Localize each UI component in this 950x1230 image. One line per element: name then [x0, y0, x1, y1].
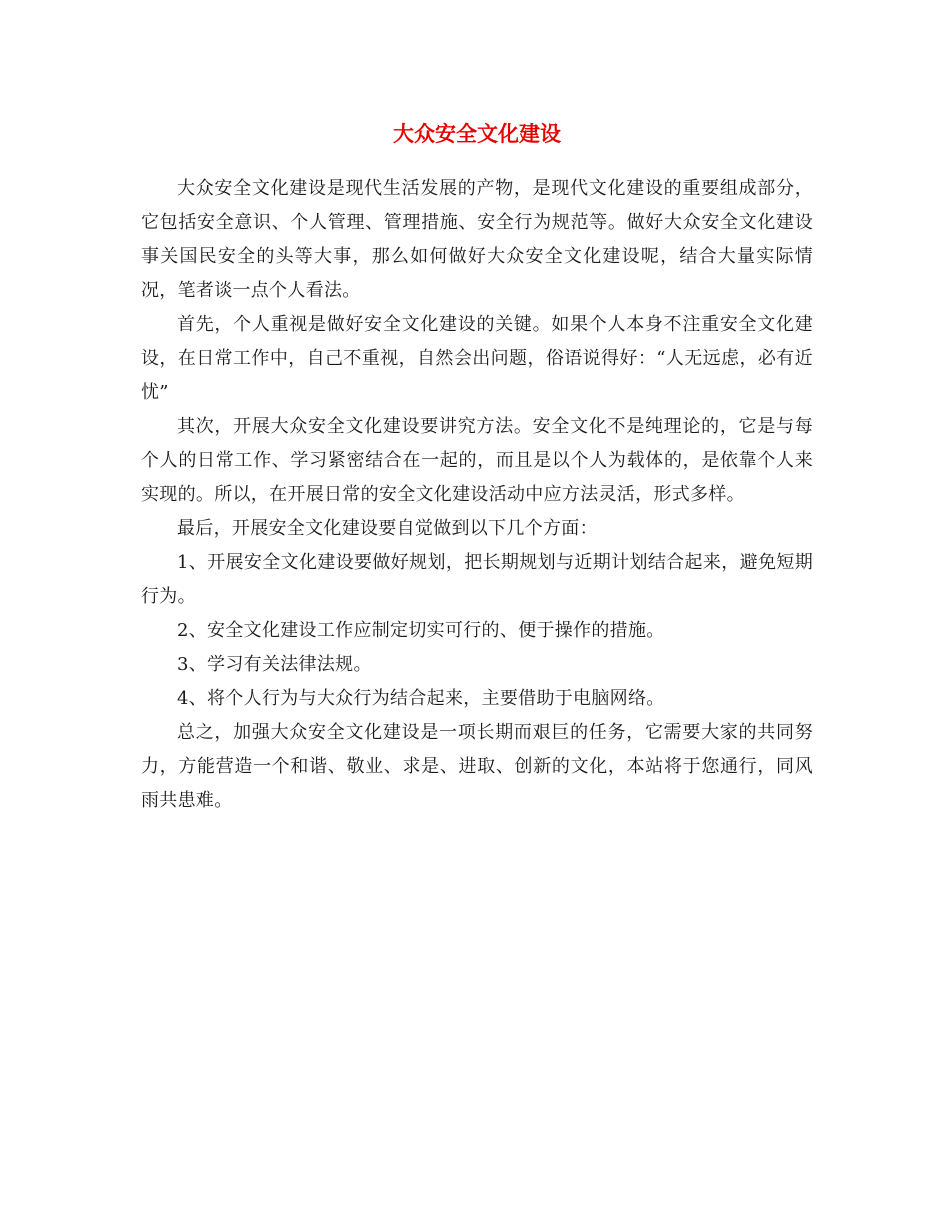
paragraph-second: 其次，开展大众安全文化建设要讲究方法。安全文化不是纯理论的，它是与每个人的日常工作、学习紧密结合在一起的，而且是以个人为载体的，是依靠个人来实现的。所以，在开展日常的安全文化建设活动中应方法灵活，形式多样。: [141, 416, 813, 505]
paragraph-conclusion: 总之，加强大众安全文化建设是一项长期而艰巨的任务，它需要大家的共同努力，方能营造一个和谐、敬业、求是、进取、创新的文化，本站将于您通行，同风雨共患难。: [141, 722, 813, 811]
list-item-1: 1、开展安全文化建设要做好规划，把长期规划与近期计划结合起来，避免短期行为。: [141, 552, 813, 607]
list-item-3: 3、学习有关法律法规。: [177, 654, 372, 675]
list-item-2: 2、安全文化建设工作应制定切实可行的、便于操作的措施。: [177, 620, 665, 641]
paragraph-intro: 大众安全文化建设是现代生活发展的产物，是现代文化建设的重要组成部分，它包括安全意识、个人管理、管理措施、安全行为规范等。做好大众安全文化建设事关国民安全的头等大事，那么如何做好大众安全文化建设呢，结合大量实际情况，笔者谈一点个人看法。: [141, 178, 813, 301]
document-title: 大众安全文化建设: [393, 121, 561, 146]
paragraph-first: 首先，个人重视是做好安全文化建设的关键。如果个人本身不注重安全文化建设，在日常工作中，自己不重视，自然会出问题，俗语说得好：“人无远虑，必有近忧”: [141, 314, 813, 403]
paragraph-finally: 最后，开展安全文化建设要自觉做到以下几个方面：: [177, 518, 598, 539]
document-page: [141, 118, 813, 818]
list-item-4: 4、将个人行为与大众行为结合起来，主要借助于电脑网络。: [177, 688, 665, 709]
